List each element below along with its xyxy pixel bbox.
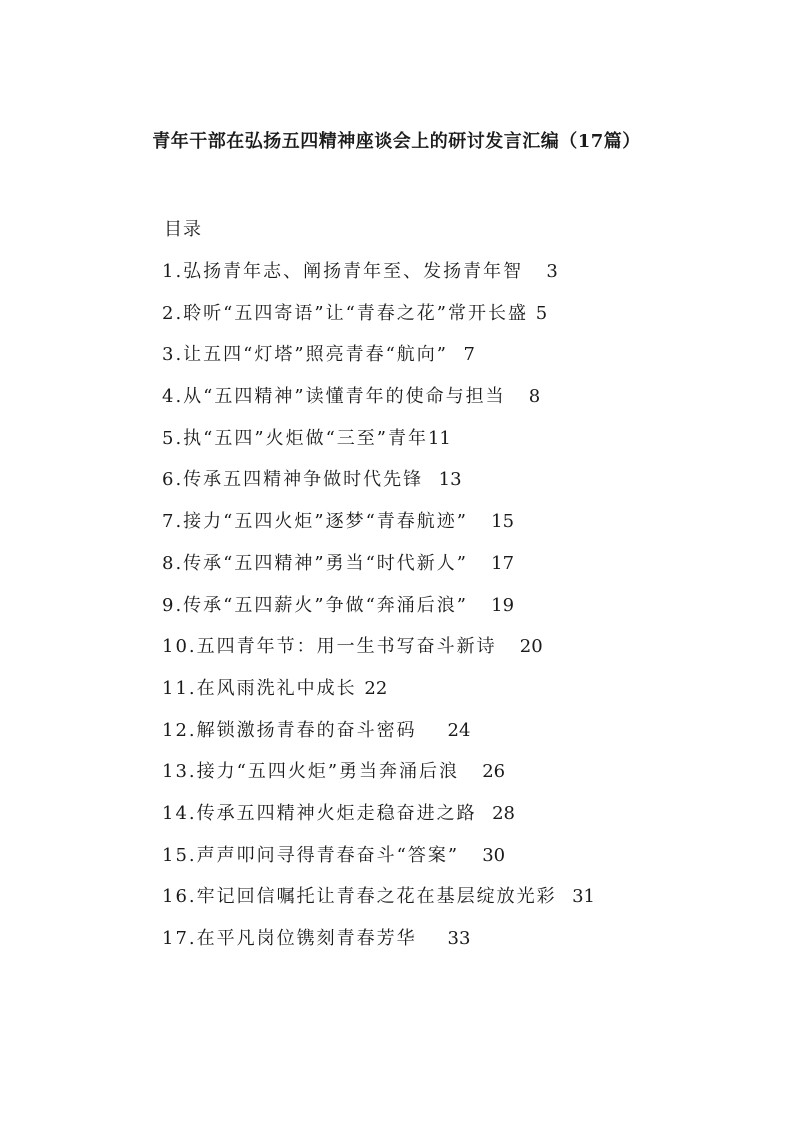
toc-entry-label: 13.接力“五四火炬”勇当奔涌后浪: [162, 761, 460, 783]
toc-entry-separator: [506, 386, 529, 407]
toc-entry-label: 17.在平凡岗位镌刻青春芳华: [162, 928, 417, 949]
toc-entry[interactable]: [162, 258, 595, 300]
toc-entry-separator: [528, 303, 536, 324]
toc-entry[interactable]: [162, 341, 595, 383]
toc-entry-page-number: 19: [491, 594, 515, 616]
toc-entry-page-number: 26: [482, 761, 506, 783]
toc-entry-separator: [423, 469, 438, 490]
toc-entry-label: 3.让五四“灯塔”照亮青春“航向”: [162, 344, 448, 366]
toc-entry-label: 12.解锁激扬青春的奋斗密码: [162, 719, 417, 741]
toc-entry-page-number: 17: [491, 552, 515, 574]
toc-entry[interactable]: [162, 717, 595, 759]
toc-entry[interactable]: [162, 800, 595, 842]
toc-entry-separator: [459, 761, 482, 782]
toc-entry-label: 9.传承“五四薪火”争做“奔涌后浪”: [162, 594, 468, 616]
toc-entry-separator: [477, 803, 492, 824]
toc-entry[interactable]: [162, 842, 595, 884]
toc-entry-label: 16.牢记回信嘱托让青春之花在基层绽放光彩: [162, 886, 557, 908]
toc-entry-separator: [523, 261, 546, 282]
toc-entry[interactable]: [162, 675, 595, 717]
toc-entry-separator: [459, 845, 482, 866]
toc-entry-label: 6.传承五四精神争做时代先锋: [162, 469, 424, 491]
toc-entry[interactable]: [162, 466, 595, 508]
toc-entry-label: 14.传承五四精神火炬走稳奋进之路: [162, 802, 477, 824]
toc-entry-page-number: 22: [364, 677, 388, 699]
toc-entry-label: 11.在风雨洗礼中成长: [162, 677, 357, 699]
toc-entry-page-number: 11: [427, 427, 451, 449]
toc-entry[interactable]: [162, 300, 595, 342]
toc-entry[interactable]: [162, 883, 595, 925]
toc-entry-label: 2.聆听“五四寄语”让“青春之花”常开长盛: [162, 302, 528, 324]
page-title: 青年干部在弘扬五四精神座谈会上的研讨发言汇编（17篇）: [152, 131, 641, 152]
toc-entry[interactable]: [162, 925, 595, 967]
toc-entry[interactable]: [162, 633, 595, 675]
toc-entry-label: 8.传承“五四精神”勇当“时代新人”: [162, 552, 468, 574]
toc-entry-separator: [417, 928, 448, 949]
toc-entry-separator: [557, 886, 572, 907]
toc-entry-separator: [468, 595, 491, 616]
toc-entry-page-number: 15: [491, 511, 515, 533]
toc-entry-page-number: 31: [572, 886, 595, 908]
toc-entry-label: 10.五四青年节：用一生书写奋斗新诗: [162, 636, 497, 658]
toc-entry-page-number: 30: [482, 844, 506, 866]
toc-entry-page-number: 24: [447, 719, 471, 741]
toc-entry-label: 1.弘扬青年志、阐扬青年至、发扬青年智: [162, 261, 524, 282]
toc-entry-separator: [468, 511, 491, 532]
toc-entry[interactable]: [162, 550, 595, 592]
toc-entry-page-number: 3: [546, 261, 558, 282]
toc-entry-page-number: 33: [447, 928, 471, 949]
toc-entry[interactable]: [162, 758, 595, 800]
toc-entry-separator: [417, 720, 448, 741]
toc-entry-page-number: 13: [438, 469, 462, 491]
toc-entry-page-number: 20: [519, 636, 543, 658]
toc-entry[interactable]: [162, 592, 595, 634]
toc-entry-page-number: 28: [492, 802, 515, 824]
toc-entry-page-number: 7: [463, 344, 475, 366]
toc-heading: 目录: [164, 219, 202, 240]
toc-entry-label: 5.执“五四”火炬做“三至”青年: [162, 427, 428, 449]
toc-entry-separator: [497, 636, 520, 657]
toc-entry-label: 4.从“五四精神”读懂青年的使命与担当: [162, 386, 506, 408]
toc-list: [162, 258, 595, 967]
toc-entry-separator: [468, 553, 491, 574]
toc-entry-page-number: 8: [528, 386, 541, 408]
toc-entry[interactable]: [162, 508, 595, 550]
toc-entry[interactable]: [162, 383, 595, 425]
toc-entry-separator: [448, 344, 463, 365]
toc-entry-page-number: 5: [535, 302, 548, 324]
toc-entry-label: 15.声声叩问寻得青春奋斗“答案”: [162, 844, 460, 866]
toc-entry[interactable]: [162, 425, 595, 467]
toc-entry-label: 7.接力“五四火炬”逐梦“青春航迹”: [162, 511, 468, 533]
